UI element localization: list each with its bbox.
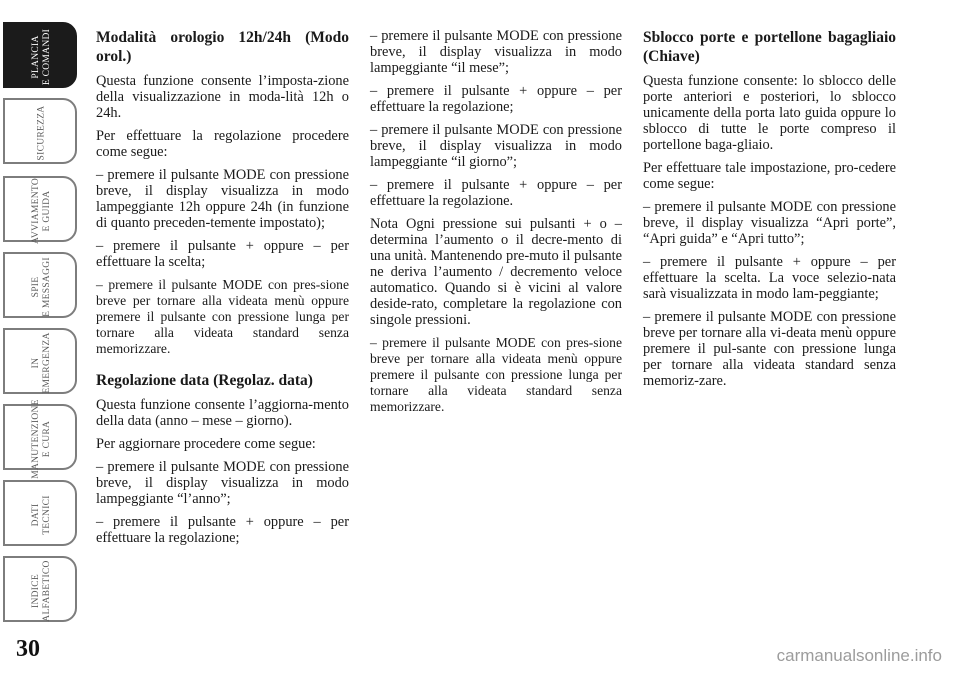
text-column-1	[96, 28, 349, 553]
section-heading-orologio: Modalità orologio 12h/24h (Modo orol.)	[96, 29, 349, 65]
paragraph: Per aggiornare procedere come segue:	[96, 436, 316, 452]
paragraph: Questa funzione consente: lo sblocco delle porte anteriori e posteriori, lo sblocco unicamente della porta lato guida oppure lo sblocco di tutte le porte compreso il portellone baga-gliaio.	[643, 73, 896, 153]
paragraph: – premere il pulsante MODE con pressione breve per tornare alla vi-deata menù oppure premere il pul-sante con pressione lunga per tornare alla videata standard senza memoriz-zare.	[643, 309, 896, 389]
paragraph: – premere il pulsante MODE con pressione breve, il display visualizza in modo lampeggiante 12h oppure 24h (in funzione di quanto preceden-temente impostato);	[96, 167, 349, 231]
paragraph: – premere il pulsante + oppure – per effettuare la regolazione;	[96, 514, 349, 546]
paragraph: – premere il pulsante MODE con pres-sione breve per tornare alla videata menù oppure premere il pulsante con pressione lunga per tornare alla videata standard senza memorizzare.	[96, 277, 349, 356]
paragraph: – premere il pulsante + oppure – per effettuare la scelta;	[96, 238, 349, 270]
tab-indice-alfabetico[interactable]	[3, 556, 77, 622]
paragraph: – premere il pulsante + oppure – per effettuare la regolazione.	[370, 177, 622, 209]
tab-label: MANUTENZIONE E CURA	[31, 399, 52, 479]
paragraph: Questa funzione consente l’aggiorna-mento della data (anno – mese – giorno).	[96, 397, 349, 429]
text-column-3	[643, 28, 896, 396]
text-column-2	[370, 28, 622, 422]
paragraph: – premere il pulsante MODE con pressione breve, il display visualizza in modo lampeggiante “il mese”;	[370, 28, 622, 76]
tab-label: DATI TECNICI	[31, 495, 52, 535]
chapter-sidebar	[0, 0, 80, 677]
tab-label: INDICE ALFABETICO	[31, 560, 52, 622]
tab-sicurezza[interactable]	[3, 98, 77, 164]
paragraph: – premere il pulsante MODE con pressione breve, il display visualizza in modo lampeggiante “l’anno”;	[96, 459, 349, 507]
paragraph: Per effettuare la regolazione procedere come segue:	[96, 128, 349, 160]
paragraph: – premere il pulsante + oppure – per effettuare la regolazione;	[370, 83, 622, 115]
paragraph: Questa funzione consente l’imposta-zione della visualizzazione in moda-lità 12h o 24h.	[96, 73, 349, 121]
paragraph: – premere il pulsante MODE con pressione breve, il display visualizza “Apri porte”, “Apri guida” e “Apri tutto”;	[643, 199, 896, 247]
paragraph: – premere il pulsante MODE con pres-sione breve per tornare alla videata menù oppure premere il pulsante con pressione lunga per tornare alla videata standard senza memorizzare.	[370, 335, 622, 414]
tab-label: AVVIAMENTO E GUIDA	[31, 178, 52, 244]
tab-label: SICUREZZA	[36, 105, 47, 161]
tab-label: SPIE E MESSAGGI	[31, 257, 52, 317]
section-heading-sblocco-porte: Sblocco porte e portellone bagagliaio (Chiave)	[643, 29, 896, 65]
paragraph: – premere il pulsante MODE con pressione breve, il display visualizza in modo lampeggiante “il giorno”;	[370, 122, 622, 170]
paragraph: – premere il pulsante + oppure – per effettuare la scelta. La voce selezio-nata sarà visualizzata in modo lam-peggiante;	[643, 254, 896, 302]
page-number: 30	[16, 636, 40, 662]
section-heading-data: Regolazione data (Regolaz. data)	[96, 372, 313, 389]
watermark-text: carmanualsonline.info	[776, 646, 942, 665]
tab-label: IN EMERGENZA	[31, 332, 52, 394]
paragraph: Nota Ogni pressione sui pulsanti + o – determina l’aumento o il decre-mento di una unità. Mantenendo pre-muto il pulsante ne deriva l’aumento / decremento veloce automatico. Quando si è vicini al valore deside-rato, completare la regolazione con singole pressioni.	[370, 216, 622, 328]
paragraph: Per effettuare tale impostazione, pro-cedere come segue:	[643, 160, 896, 192]
tab-label: PLANCIA E COMANDI	[31, 28, 52, 86]
